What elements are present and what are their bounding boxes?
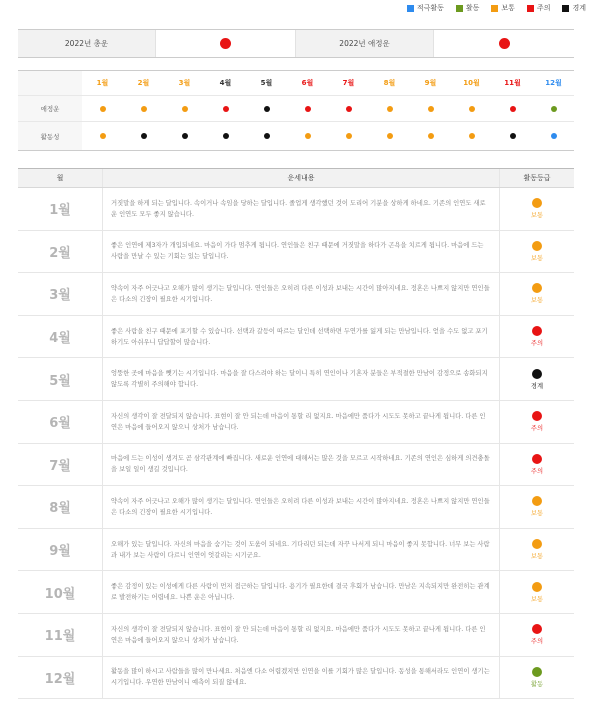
table-header [18,169,574,188]
fortune-table [18,168,574,699]
grade-label: 보통 [530,553,544,561]
love-fortune-value [434,30,574,57]
status-dot [223,133,229,139]
grid-cell [410,122,451,150]
row-content: 좋은 사람을 친구 때문에 포기할 수 있습니다. 선택과 갈등이 따르는 달인데 선택하면 두연가를 잃게 되는 만남입니다. 얻을 수도 없고 포기하기도 아쉬우니 답답할이 많습니다. [102,316,500,358]
month-header-9: 9월 [424,79,437,87]
love-fortune-label: 2022년 애정운 [296,30,434,57]
row-content: 약속이 자주 어긋나고 오해가 많이 생기는 달입니다. 연인들은 오히려 다른 이성과 보내는 시간이 많아지네요. 정혼은 나쁘지 않지만 연인들은 다소의 긴장이 필요한 시기입니다. [102,486,500,528]
grid-cell [492,122,533,150]
legend-swatch [562,5,569,12]
legend-item [456,3,480,13]
table-row [18,316,574,359]
row-month: 10월 [44,586,76,602]
grade-label: 보통 [530,297,544,305]
grade-label: 보통 [530,595,544,603]
grade-dot [532,582,542,592]
grid-cell [533,122,574,150]
status-dot [182,106,188,112]
row-grade [500,358,574,400]
status-dot [469,133,475,139]
grade-label: 주의 [530,425,544,433]
status-dot [141,133,147,139]
legend-label: 적극활동 [416,4,444,12]
grade-dot [532,283,542,293]
status-dot [428,133,434,139]
legend-swatch [491,5,498,12]
grid-cell [82,122,123,150]
status-dot [469,106,475,112]
legend-swatch [456,5,463,12]
row-content: 자신의 생각이 잘 전달되지 않습니다. 표현이 잘 안 되는데 마음이 통할 리 없지요. 마음에만 품다가 시도도 못하고 끝나게 됩니다. 다른 인연은 마음에 들어오지 않으니 상처가 남습니다. [102,614,500,656]
row-grade [500,316,574,358]
row-grade [500,273,574,315]
table-row [18,231,574,274]
grid-cell [451,122,492,150]
grade-label: 보통 [530,254,544,262]
status-dot [510,106,516,112]
overall-fortune-dot [220,38,231,49]
grade-dot [532,667,542,677]
row-month: 5월 [49,373,71,389]
legend-item [491,3,515,13]
month-header-2: 2월 [137,79,150,87]
grade-dot [532,326,542,336]
status-dot [100,133,106,139]
grade-dot [532,411,542,421]
row-month: 1월 [49,203,71,219]
monthly-grid [18,70,574,151]
table-row [18,273,574,316]
table-row [18,486,574,529]
grade-dot [532,369,542,379]
row-month: 4월 [49,331,71,347]
grade-label: 경계 [530,382,544,390]
grade-dot [532,539,542,549]
row-grade [500,657,574,699]
grade-dot [532,454,542,464]
grade-label: 주의 [530,638,544,646]
month-header-5: 5월 [260,79,273,87]
status-dot [305,106,311,112]
grade-dot [532,624,542,634]
row-month: 9월 [49,544,71,560]
grade-dot [532,241,542,251]
row-content: 약속이 자주 어긋나고 오해가 많이 생기는 달입니다. 연인들은 오히려 다른 이성과 보내는 시간이 많아지네요. 정혼은 나쁘지 않지만 연인들은 다소의 긴장이 필요한 시기입니다. [102,273,500,315]
row-content: 마음에 드는 이성이 생겨도 곧 삼각관계에 빠집니다. 새로운 인연에 대해서는 많은 것을 모르고 시작하네요. 기존의 연인은 심하게 의견충돌을 보일 일이 생길 것입니다. [102,444,500,486]
grid-cell [369,122,410,150]
overall-fortune-label: 2022년 총운 [18,30,156,57]
status-dot [510,133,516,139]
grid-cell [410,96,451,121]
row-content: 활동을 많이 하시고 사람들을 많이 만나세요. 처음엔 다소 어렵겠지만 인연을 이를 기회가 많은 달입니다. 동성을 통해서라도 인연이 생기는 시기입니다. 우연한 만남이니 예측이 되질 않네요. [102,657,500,699]
row-content: 오해가 있는 달입니다. 자신의 마음을 숨기는 것이 도움이 되네요. 기다리던 되는데 자꾸 나서게 되니 마음이 좋지 못합니다. 너무 보는 사람과 내가 보는 사람이 다르니 인연이 엇갈리는 시기군요. [102,529,500,571]
row-month: 7월 [49,458,71,474]
love-fortune-dot [499,38,510,49]
summary-bar [18,29,574,58]
status-dot [264,106,270,112]
legend-label: 보통 [501,4,515,12]
grid-cell [287,122,328,150]
status-dot [551,133,557,139]
header-content: 운세내용 [102,169,500,187]
status-dot [346,106,352,112]
overall-fortune-value [156,30,296,57]
grid-row [18,96,574,122]
legend-label: 경계 [572,4,586,12]
table-row [18,529,574,572]
grade-dot [532,496,542,506]
legend-label: 활동 [465,4,480,12]
grid-cell [492,96,533,121]
grade-dot [532,198,542,208]
legend-label: 주의 [536,4,551,12]
grade-label: 활동 [530,680,544,688]
legend-swatch [527,5,534,12]
legend-item [527,3,551,13]
grid-corner [18,71,82,95]
row-month: 3월 [49,288,71,304]
header-month: 월 [56,174,64,182]
grid-cell [205,122,246,150]
grid-cell [533,96,574,121]
status-dot [141,106,147,112]
status-dot [182,133,188,139]
grid-cell [164,96,205,121]
grade-label: 보통 [530,510,544,518]
row-grade [500,188,574,230]
month-header-8: 8월 [383,79,396,87]
legend-item [562,3,586,13]
table-row [18,401,574,444]
row-month: 2월 [49,245,71,261]
row-grade [500,486,574,528]
table-row [18,657,574,700]
header-grade: 활동등급 [523,174,551,182]
row-month: 6월 [49,416,71,432]
row-grade [500,614,574,656]
month-header-row [18,71,574,96]
legend-item [407,3,444,13]
row-content: 좋은 감정이 있는 이성에게 다른 사람이 먼저 접근하는 달입니다. 용기가 필요한데 결국 후회가 남습니다. 만남은 지속되지만 완전히는 관계로 발전하기는 어렵네요. 나쁜 운은 아닙니다. [102,571,500,613]
month-header-7: 7월 [342,79,355,87]
legend-swatch [407,5,414,12]
row-grade [500,231,574,273]
row-grade [500,529,574,571]
grade-label: 주의 [530,467,544,475]
status-dot [387,133,393,139]
row-content: 엉뚱한 곳에 마음을 뺏기는 시기입니다. 마음을 잘 다스려야 하는 달이니 특히 연인이나 기혼자 분들은 부적절한 만남이 감정으로 송화되지 않도록 각별히 주의해야 합니다. [102,358,500,400]
grid-cell [369,96,410,121]
grid-cell [328,122,369,150]
month-header-3: 3월 [178,79,191,87]
status-dot [100,106,106,112]
status-dot [428,106,434,112]
row-grade [500,444,574,486]
table-row [18,358,574,401]
status-dot [551,106,557,112]
grid-cell [328,96,369,121]
table-row [18,614,574,657]
row-grade [500,401,574,443]
table-row [18,444,574,487]
table-row [18,188,574,231]
grid-row-label: 활동성 [18,122,82,150]
table-body [18,188,574,699]
month-header-12: 12월 [545,79,562,87]
grid-row-label: 애정운 [18,96,82,121]
grade-label: 보통 [530,212,544,220]
grid-cell [246,122,287,150]
legend [407,3,586,13]
status-dot [223,106,229,112]
row-month: 11월 [44,629,76,645]
status-dot [387,106,393,112]
row-content: 좋은 인연에 제3자가 개입되네요. 마음이 가다 멈추게 됩니다. 연인들은 친구 때문에 거짓말을 하다가 곤욕을 치르게 됩니다. 마음에 드는 사람을 만날 수 있는 기회는 있는 달입니다. [102,231,500,273]
grid-cell [123,96,164,121]
row-content: 거짓말을 하게 되는 달입니다. 속이거나 속임을 당하는 달입니다. 졸업게 생각했던 것이 도리어 기분을 상하게 하네요. 기존의 인연도 새로운 인연도 모두 좋지 않습니다. [102,188,500,230]
row-month: 12월 [44,671,76,687]
month-header-10: 10월 [463,79,480,87]
grid-cell [123,122,164,150]
status-dot [346,133,352,139]
row-grade [500,571,574,613]
grid-cell [451,96,492,121]
grid-cell [82,96,123,121]
month-header-4: 4월 [219,79,232,87]
status-dot [264,133,270,139]
month-header-6: 6월 [301,79,314,87]
month-header-1: 1월 [96,79,109,87]
status-dot [305,133,311,139]
grid-cell [246,96,287,121]
month-header-11: 11월 [504,79,521,87]
row-month: 8월 [49,501,71,517]
grid-cell [205,96,246,121]
row-content: 자신의 생각이 잘 전달되지 않습니다. 표현이 잘 안 되는데 마음이 통할 리 없지요. 마음에만 품다가 시도도 못하고 끝나게 됩니다. 다른 인연은 마음에 들어오지 않으니 상처가 남습니다. [102,401,500,443]
grid-cell [287,96,328,121]
table-row [18,571,574,614]
grade-label: 주의 [530,340,544,348]
grid-cell [164,122,205,150]
grid-row [18,122,574,150]
